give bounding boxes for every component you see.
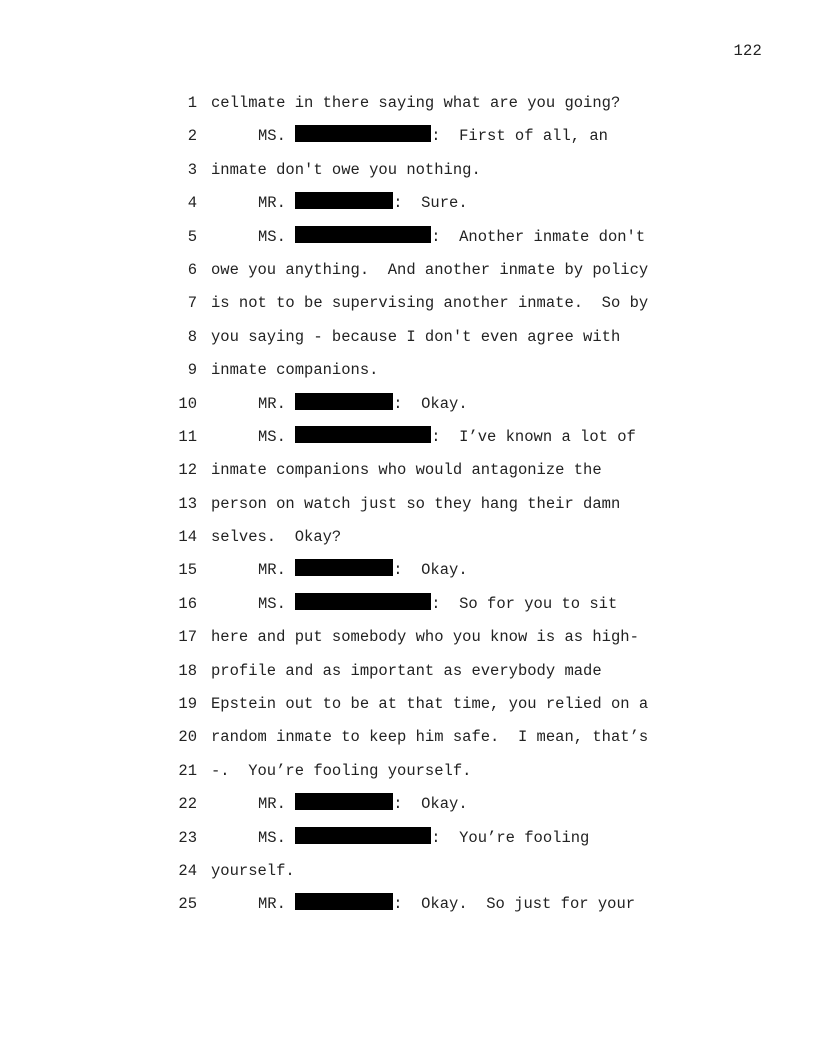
line-text: cellmate in there saying what are you going? [211,94,621,112]
transcript-line [0,488,816,521]
line-number: 14 [178,528,197,547]
spoken-text: : Okay. [393,795,468,814]
page-number: 122 [733,42,762,60]
transcript-line [0,454,816,487]
line-text: person on watch just so they hang their damn [211,494,621,513]
speaker-label: MS. [258,594,286,613]
line-number: 13 [178,494,197,513]
speaker-label: MS. [258,427,286,446]
speaker-label: MR. [258,194,286,213]
line-number: 19 [178,695,197,714]
line-text: here and put somebody who you know is as high- [211,628,639,647]
redaction-box [295,426,431,443]
spoken-text: : Sure. [393,194,468,213]
transcript-line [0,688,816,721]
line-number: 25 [178,895,197,914]
transcript-line [0,521,816,554]
redaction-box [295,393,393,410]
line-number: 6 [187,260,197,279]
transcript-line [0,822,816,855]
line-text [258,221,645,254]
spoken-text: : I’ve known a lot of [431,427,636,446]
transcript-line [0,554,816,587]
speaker-label: MS. [258,227,286,246]
redaction-box [295,559,393,576]
spoken-text: : You’re fooling [431,828,590,847]
line-number: 8 [187,327,197,346]
line-number: 7 [187,294,197,313]
line-text: inmate companions. [211,361,379,380]
line-text [258,120,608,153]
redaction-box [295,125,431,142]
line-text [258,588,617,621]
spoken-text: : Okay. [393,394,468,413]
line-number: 10 [178,394,197,413]
transcript-line [0,888,816,921]
line-number: 1 [187,94,197,112]
line-number: 3 [187,160,197,179]
line-text: you saying - because I don't even agree with [211,327,621,346]
spoken-text: : Okay. [393,561,468,580]
line-text [258,822,589,855]
spoken-text: : Okay. So just for your [393,895,636,914]
spoken-text: : So for you to sit [431,594,618,613]
transcript-line [0,755,816,788]
line-number: 24 [178,861,197,880]
transcript-line [0,788,816,821]
redaction-box [295,226,431,243]
redaction-box [295,793,393,810]
line-text: yourself. [211,861,295,880]
line-number: 15 [178,561,197,580]
line-number: 21 [178,761,197,780]
speaker-label: MR. [258,394,286,413]
line-text [258,388,468,421]
line-number: 23 [178,828,197,847]
line-number: 2 [187,127,197,146]
line-text: inmate companions who would antagonize the [211,461,602,480]
transcript-line [0,721,816,754]
line-text: random inmate to keep him safe. I mean, that’s [211,728,649,747]
redaction-box [295,827,431,844]
line-number: 16 [178,594,197,613]
redaction-box [295,192,393,209]
line-number: 22 [178,795,197,814]
transcript-line [0,388,816,421]
line-text: Epstein out to be at that time, you relied on a [211,695,649,714]
speaker-label: MR. [258,561,286,580]
transcript-line [0,87,816,120]
transcript-line [0,120,816,153]
spoken-text: : First of all, an [431,127,608,146]
transcript-line [0,655,816,688]
line-number: 20 [178,728,197,747]
line-text [258,888,635,921]
transcript-line [0,321,816,354]
line-number: 11 [178,427,197,446]
line-text [258,421,636,454]
line-text: is not to be supervising another inmate. So by [211,294,649,313]
transcript-line [0,187,816,220]
transcript-line [0,855,816,888]
transcript-line [0,254,816,287]
speaker-label: MS. [258,828,286,847]
transcript-line [0,287,816,320]
line-number: 18 [178,661,197,680]
transcript-line [0,588,816,621]
line-number: 17 [178,628,197,647]
line-text: -. You’re fooling yourself. [211,761,472,780]
speaker-label: MR. [258,795,286,814]
redaction-box [295,593,431,610]
line-number: 12 [178,461,197,480]
speaker-label: MS. [258,127,286,146]
transcript-line [0,154,816,187]
line-number: 4 [187,194,197,213]
spoken-text: : Another inmate don't [431,227,646,246]
transcript-line [0,354,816,387]
line-number: 9 [187,361,197,380]
line-text: selves. Okay? [211,528,342,547]
line-text: inmate don't owe you nothing. [211,160,481,179]
line-number: 5 [187,227,197,246]
transcript-lines [0,87,816,922]
speaker-label: MR. [258,895,286,914]
line-text: profile and as important as everybody made [211,661,602,680]
line-text [258,788,468,821]
redaction-box [295,893,393,910]
line-text: owe you anything. And another inmate by policy [211,260,649,279]
line-text [258,187,468,220]
transcript-line [0,221,816,254]
line-text [258,554,468,587]
transcript-line [0,621,816,654]
transcript-line [0,421,816,454]
